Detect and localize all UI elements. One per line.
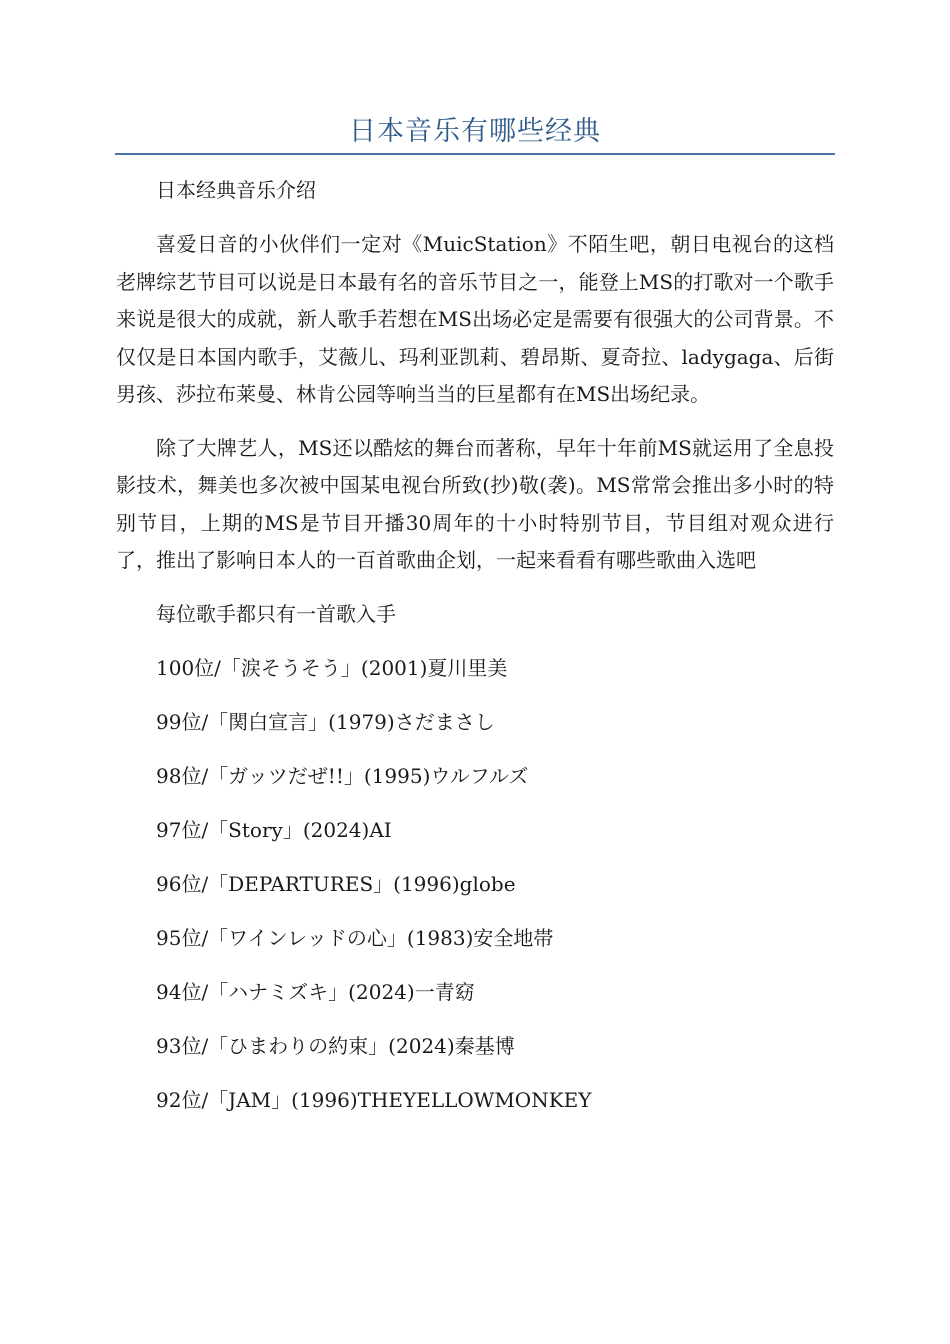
- document-title: 日本音乐有哪些经典: [349, 116, 601, 147]
- ranking-item: 94位/「ハナミズキ」(2024)一青窈: [156, 979, 475, 1004]
- ranking-item: 98位/「ガッツだぜ!!」(1995)ウルフルズ: [156, 763, 529, 788]
- ranking-item: 92位/「JAM」(1996)THEYELLOWMONKEY: [156, 1087, 592, 1112]
- ranking-item: 95位/「ワインレッドの心」(1983)安全地帯: [156, 925, 554, 950]
- ranking-item: 93位/「ひまわりの約束」(2024)秦基博: [156, 1033, 515, 1058]
- section-heading: 日本经典音乐介绍: [156, 178, 316, 202]
- title-underline: [115, 153, 835, 155]
- body-paragraph: 除了大牌艺人，MS还以酷炫的舞台而著称，早年十年前MS就运用了全息投影技术，舞美也多次被中国某电视台所致(抄)敬(袭)。MS常常会推出多小时的特别节目，上期的MS是节目开播30周年的十小时特别节目，节目组对观众进行了，推出了影响日本人的一百首歌曲企划，一起来看看有哪些歌曲入选吧: [116, 435, 834, 572]
- document-body: [116, 172, 834, 1136]
- ranking-item: 100位/「涙そうそう」(2001)夏川里美: [156, 655, 508, 680]
- ranking-item: 96位/「DEPARTURES」(1996)globe: [156, 871, 516, 896]
- ranking-item: 99位/「関白宣言」(1979)さだまさし: [156, 709, 495, 734]
- body-paragraph: 喜爱日音的小伙伴们一定对《MuicStation》不陌生吧，朝日电视台的这档老牌综艺节目可以说是日本最有名的音乐节目之一，能登上MS的打歌对一个歌手来说是很大的成就，新人歌手若想在MS出场必定是需要有很强大的公司背景。不仅仅是日本国内歌手，艾薇儿、玛利亚凯莉、碧昂斯、夏奇拉、ladygaga、后街男孩、莎拉布莱曼、林肯公园等响当当的巨星都有在MS出场纪录。: [116, 232, 834, 406]
- ranking-item: 97位/「Story」(2024)AI: [156, 817, 392, 842]
- ranking-note: 每位歌手都只有一首歌入手: [156, 601, 396, 626]
